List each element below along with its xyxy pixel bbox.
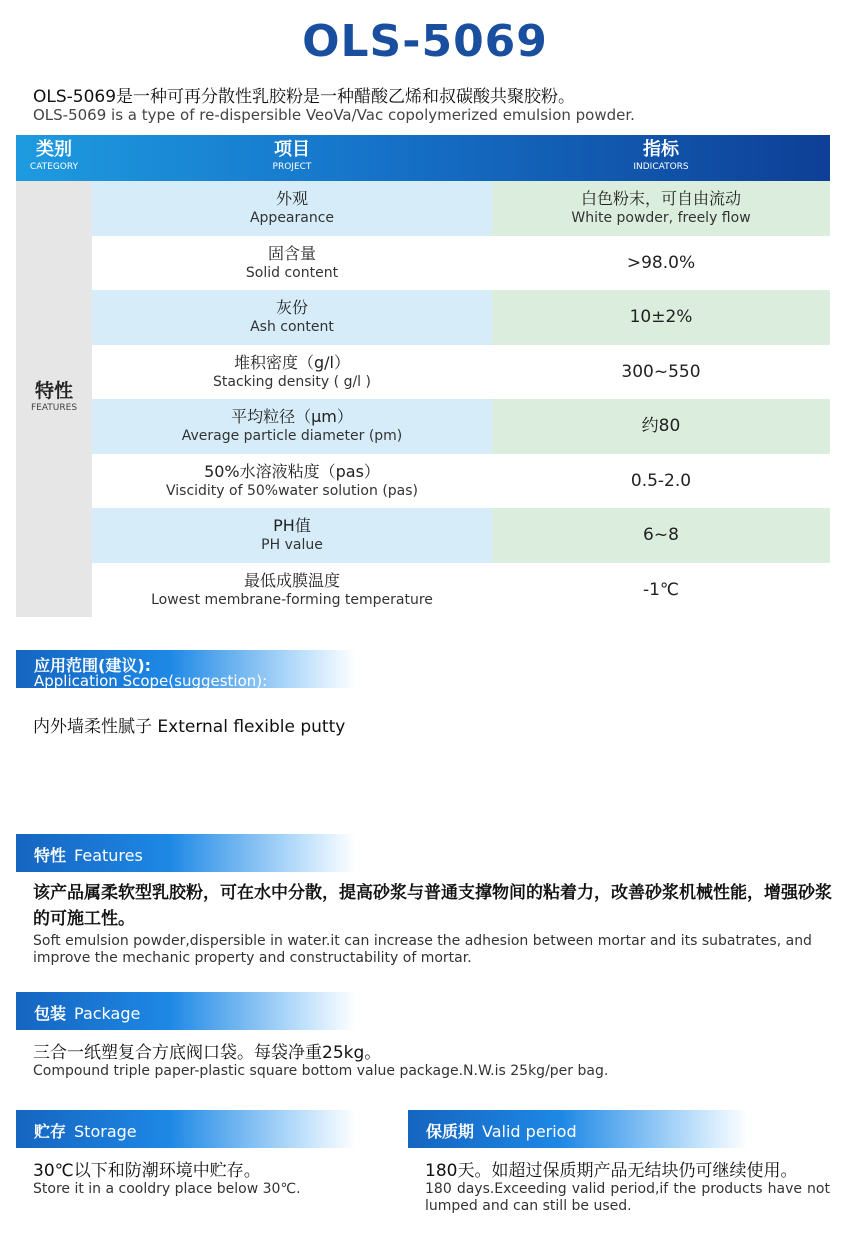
- category-column: [16, 181, 92, 617]
- indicator-cell: >98.0%: [626, 252, 696, 273]
- storage-english: Store it in a cooldry place below 30℃.: [33, 1181, 301, 1197]
- table-row: [92, 290, 830, 345]
- indicator-cell: 白色粉末，可自由流动 White powder, freely flow: [492, 181, 830, 236]
- header-category: 类别 CATEGORY: [29, 139, 79, 172]
- intro-english: OLS-5069 is a type of re-dispersible VeoVa/Vac copolymerized emulsion powder.: [33, 106, 635, 124]
- header-project: 项目 PROJECT: [272, 139, 312, 172]
- table-row: [92, 181, 830, 236]
- table-row: [92, 236, 830, 291]
- intro-chinese: OLS-5069是一种可再分散性乳胶粉是一种醋酸乙烯和叔碳酸共聚胶粉。: [33, 87, 576, 107]
- indicator-cell: -1℃: [642, 579, 680, 600]
- features-section-header: 特性 Features: [16, 834, 356, 872]
- table-row: [92, 563, 830, 618]
- application-section-header: 应用范围(建议): Application Scope(suggestion):: [16, 650, 356, 688]
- valid-period-section-header: 保质期 Valid period: [408, 1110, 748, 1148]
- table-header: [16, 135, 830, 181]
- indicator-cell: 6~8: [492, 508, 830, 563]
- indicator-cell: 300~550: [621, 361, 701, 382]
- table-row: [92, 508, 830, 563]
- spec-table: [16, 135, 830, 608]
- application-text: 内外墙柔性腻子 External flexible putty: [33, 717, 346, 737]
- header-indicators: 指标 INDICATORS: [633, 139, 689, 172]
- project-cell: 外观 Appearance: [92, 181, 492, 236]
- features-chinese: 该产品属柔软型乳胶粉，可在水中分散，提高砂浆与普通支撑物间的粘着力，改善砂浆机械性能，增强砂浆的可施工性。: [33, 883, 832, 929]
- project-cell: 平均粒径（μm） Average particle diameter (pm): [92, 399, 492, 454]
- storage-chinese: 30℃以下和防潮环境中贮存。: [33, 1161, 261, 1181]
- features-english: Soft emulsion powder,dispersible in water.it can increase the adhesion between mortar and its subatrates, and improve the mechanic property and constructability of mortar.: [33, 933, 812, 966]
- page-title: OLS-5069: [302, 16, 548, 67]
- project-cell: 50%水溶液粘度（pas） Viscidity of 50%water solution (pas): [165, 461, 418, 499]
- project-cell: PH值 PH value: [92, 508, 492, 563]
- valid-period-chinese: 180天。如超过保质期产品无结块仍可继续使用。: [425, 1161, 798, 1181]
- package-chinese: 三合一纸塑复合方底阀口袋。每袋净重25kg。: [33, 1043, 382, 1063]
- storage-section-header: 贮存 Storage: [16, 1110, 356, 1148]
- table-row: [92, 454, 830, 509]
- indicator-cell: 0.5-2.0: [630, 470, 692, 491]
- package-english: Compound triple paper-plastic square bottom value package.N.W.is 25kg/per bag.: [33, 1063, 609, 1079]
- project-cell: 堆积密度（g/l） Stacking density ( g/l ): [213, 352, 371, 390]
- category-label: 特性 FEATURES: [30, 380, 78, 413]
- package-section-header: 包装 Package: [16, 992, 356, 1030]
- project-cell: 固含量 Solid content: [245, 243, 339, 281]
- table-row: [92, 399, 830, 454]
- table-body: [92, 181, 830, 617]
- project-cell: 最低成膜温度 Lowest membrane-forming temperature: [151, 570, 433, 608]
- project-cell: 灰份 Ash content: [92, 290, 492, 345]
- valid-period-english: 180 days.Exceeding valid period,if the products have not lumped and can still be used.: [425, 1181, 830, 1214]
- indicator-cell: 10±2%: [492, 290, 830, 345]
- indicator-cell: 约80: [492, 399, 830, 454]
- table-row: [92, 345, 830, 400]
